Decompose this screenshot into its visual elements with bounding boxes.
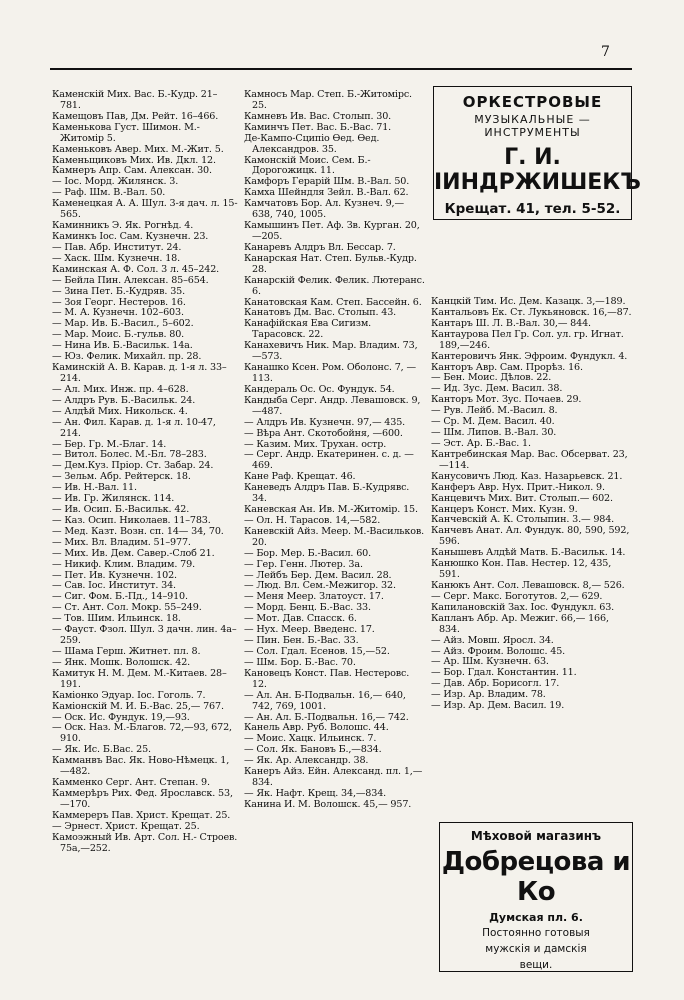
directory-entry: — Изр. Ар. Владим. 78. bbox=[431, 689, 546, 701]
directory-entry: Каневская Ан. Ив. М.-Житомір. 15. bbox=[244, 504, 418, 516]
directory-entry: Камонскій Моис. Сем. Б.-Дорогожицк. 11. bbox=[244, 154, 371, 177]
directory-entry: — Нина Ив. Б.-Васильк. 14а. bbox=[52, 340, 193, 352]
directory-entry: Канина И. М. Волошск. 45,— 957. bbox=[244, 798, 412, 810]
directory-entry: — Меня Меер. Златоуст. 17. bbox=[244, 591, 384, 603]
directory-entry: — Мот. Дав. Спасск. 6. bbox=[244, 613, 357, 625]
directory-entry: — Фауст. Фзол. Шул. 3 дачн. лин. 4а–259. bbox=[52, 624, 237, 647]
directory-entry: Канусовичъ Люд. Каз. Назарьевск. 21. bbox=[431, 470, 623, 482]
column-3 bbox=[431, 297, 632, 712]
directory-entry: — Сиг. Фом. Б.-Пд., 14–910. bbox=[52, 591, 188, 603]
directory-entry: — Дав. Абр. Борисогл. 17. bbox=[431, 678, 560, 690]
directory-entry: — Зоя Георг. Нестеров. 16. bbox=[52, 296, 186, 308]
directory-entry: Канюкъ Ант. Сол. Левашовск. 8,— 526. bbox=[431, 579, 625, 591]
directory-entry: Канцкій Тим. Ис. Дем. Казацк. 3,—189. bbox=[431, 296, 626, 307]
ad2-line2: Добрецова и Ко bbox=[441, 847, 631, 907]
ad2-line3: Думская пл. 6. bbox=[489, 911, 583, 924]
directory-entry: — Мед. Казт. Возн. сп. 14— 34, 70. bbox=[52, 525, 224, 537]
directory-entry: — Лейбъ Бер. Дем. Васил. 28. bbox=[244, 569, 392, 581]
directory-entry: — Бор. Мер. Б.-Васил. 60. bbox=[244, 547, 372, 559]
directory-entry: — Пет. Ив. Кузнечн. 102. bbox=[52, 569, 177, 581]
directory-entry: Камфоръ Герарій Шм. В.-Вал. 50. bbox=[244, 176, 410, 188]
directory-entry: — Ал. Ан. Б-Подвальн. 16,— 640, 742, 769, 1001. bbox=[244, 689, 406, 712]
directory-entry: Каменскій Мих. Вас. Б.-Кудр. 21–781. bbox=[52, 89, 218, 111]
directory-entry: — Серг. Макс. Боготутов. 2,— 629. bbox=[431, 590, 603, 602]
directory-entry: — Хаск. Шм. Кузнечн. 18. bbox=[52, 252, 181, 264]
directory-entry: Канцеръ Конст. Мих. Кузн. 9. bbox=[431, 503, 578, 515]
directory-entry: — Казим. Мих. Трухан. остр. bbox=[244, 438, 387, 450]
directory-entry: Кандераль Ос. Ос. Фундук. 54. bbox=[244, 383, 395, 395]
directory-entry: Канеръ Айз. Ейн. Александ. пл. 1,—834. bbox=[244, 766, 423, 789]
directory-entry: Каменьковъ Авер. Мих. М.-Жит. 5. bbox=[52, 143, 224, 155]
header-rule bbox=[50, 68, 632, 70]
directory-entry: Канель Авр. Руб. Волошс. 44. bbox=[244, 722, 389, 734]
directory-entry: Каневедъ Алдръ Пав. Б.-Кудрявс. 34. bbox=[244, 482, 410, 505]
directory-entry: — Гер. Генн. Лютер. 3а. bbox=[244, 558, 363, 570]
directory-entry: Камнеръ Апр. Сам. Алексан. 30. bbox=[52, 165, 212, 177]
directory-entry: Канарскій Фелик. Фелик. Лютеранс. 6. bbox=[244, 274, 425, 297]
directory-entry: Кантаръ Ш. Л. В.-Вал. 30,— 844. bbox=[431, 317, 591, 329]
directory-entry: — Мар. Ив. Б.-Васил., 5–602. bbox=[52, 318, 194, 330]
directory-entry: — Сол. Як. Бановъ Б.,—834. bbox=[244, 744, 382, 756]
directory-entry: — Раф. Шм. В.-Вал. 50. bbox=[52, 187, 166, 199]
directory-entry: — Изр. Ар. Дем. Васил. 19. bbox=[431, 700, 565, 712]
directory-entry: — Никиф. Клим. Владим. 79. bbox=[52, 558, 195, 570]
directory-entry: Камносъ Мар. Степ. Б.-Житомірс. 25. bbox=[244, 89, 412, 111]
directory-entry: — Бейла Пин. Алексан. 85–654. bbox=[52, 274, 209, 286]
directory-entry: Камха Шейндля Зейл. В.-Вал. 62. bbox=[244, 187, 409, 199]
ad1-line2: МУЗЫКАЛЬНЫЕ — ИНСТРУМЕНТЫ bbox=[474, 113, 591, 139]
directory-entry: — Мар. Моис. Б.-гульв. 80. bbox=[52, 329, 185, 341]
directory-entry: — Алдръ Рув. Б.-Васильк. 24. bbox=[52, 394, 196, 406]
directory-entry: — Мих. Вл. Владим. 51–977. bbox=[52, 536, 191, 548]
directory-entry: Камневъ Ив. Вас. Столып. 30. bbox=[244, 110, 392, 122]
directory-entry: Камоэжный Ив. Арт. Сол. Н.- Строев. 75а,—252. bbox=[52, 831, 238, 854]
directory-entry: Каминкъ Іос. Сам. Кузнечн. 23. bbox=[52, 230, 209, 242]
directory-entry: Камiонко Эдуар. Іос. Гоголь. 7. bbox=[52, 689, 206, 701]
directory-entry: Канчевъ Анат. Ал. Фундук. 80, 590, 592, 596. bbox=[431, 525, 630, 548]
directory-entry: Канафійская Ева Сигизм. Тарасовск. 22. bbox=[244, 318, 372, 341]
directory-entry: — Пин. Бен. Б.-Вас. 33. bbox=[244, 635, 359, 647]
directory-entry: — Пав. Абр. Институт. 24. bbox=[52, 241, 182, 253]
page-number: 7 bbox=[601, 44, 610, 60]
directory-entry: Кантальовъ Ек. Ст. Лукьяновск. 16,—87. bbox=[431, 306, 632, 318]
directory-entry: — Сав. Іос. Институт. 34. bbox=[52, 580, 176, 592]
directory-entry: Каммерѣръ Рих. Фед. Ярославск. 53,—170. bbox=[52, 788, 233, 810]
directory-entry: — Алдръ Ив. Кузнечн. 97,— 435. bbox=[244, 416, 406, 428]
directory-entry: — Серг. Андр. Екатеринен. с. д. —469. bbox=[244, 449, 414, 472]
directory-entry: — Дем.Куз. Пріор. Ст. Забар. 24. bbox=[52, 460, 214, 472]
directory-entry: — Ал. Мих. Инж. пр. 4–628. bbox=[52, 383, 189, 395]
directory-entry: Канферъ Авр. Нух. Прит.-Никол. 9. bbox=[431, 481, 605, 493]
directory-entry: — М. А. Кузнечн. 102–603. bbox=[52, 307, 184, 319]
directory-entry: — Ар. Шм. Кузнечн. 63. bbox=[431, 656, 549, 668]
directory-entry: Каневскій Айз. Меер. М.-Васильков. 20. bbox=[244, 525, 425, 548]
directory-entry: — Як. Нафт. Крещ. 34,—834. bbox=[244, 788, 387, 799]
directory-entry: Канатовская Кам. Степ. Бассейн. 6. bbox=[244, 296, 422, 308]
directory-entry: Каминскій А. В. Карав. д. 1-я л. 33–214. bbox=[52, 362, 227, 384]
directory-entry: — Каз. Осип. Николаев. 11–783. bbox=[52, 514, 211, 526]
directory-entry: Камменко Серг. Ант. Степан. 9. bbox=[52, 777, 210, 789]
directory-entry: — Моис. Хацк. Ильинск. 7. bbox=[244, 733, 377, 745]
directory-entry: Камiонскій М. И. Б.-Вас. 25,— 767. bbox=[52, 700, 224, 712]
directory-entry: — Шм. Бор. Б.-Вас. 70. bbox=[244, 656, 356, 668]
directory-entry: Канарская Нат. Степ. Бульв.-Кудр. 28. bbox=[244, 252, 417, 275]
ad2-line5: мужскія и дамскія bbox=[485, 943, 587, 955]
directory-entry: — Вѣра Ант. Скотобойня, —600. bbox=[244, 427, 403, 439]
directory-entry: Каминникъ Э. Як. Рогнѣд. 4. bbox=[52, 220, 194, 232]
advertisement-fur-shop bbox=[439, 822, 633, 972]
directory-entry: — Эст. Ар. Б.-Вас. 1. bbox=[431, 437, 531, 449]
directory-entry: Кантеровичъ Янк. Эфроим. Фундукл. 4. bbox=[431, 350, 628, 362]
directory-entry: — Ан. Ал. Б.-Подвальн. 16,— 742. bbox=[244, 711, 409, 723]
directory-entry: Канторъ Мот. Зус. Почаев. 29. bbox=[431, 394, 582, 406]
directory-entry: Канаревъ Алдръ Вл. Бессар. 7. bbox=[244, 241, 396, 253]
directory-entry: — Ст. Ант. Сол. Мокр. 55–249. bbox=[52, 602, 202, 614]
directory-entry: — Эрнест. Христ. Крещат. 25. bbox=[52, 820, 200, 832]
directory-entry: — Оск. Наз. М.-Благов. 72,—93, 672, 910. bbox=[52, 722, 232, 745]
directory-entry: Канцевичъ Мих. Вит. Столып.— 602. bbox=[431, 492, 613, 504]
directory-entry: — Айз. Фроим. Волошс. 45. bbox=[431, 645, 566, 657]
directory-entry: Кантребинская Мар. Вас. Обсерват. 23,—114. bbox=[431, 448, 628, 471]
directory-entry: Каминчъ Пет. Вас. Б.-Вас. 71. bbox=[244, 121, 392, 133]
directory-entry: — Айз. Мовш. Яросл. 34. bbox=[431, 634, 554, 646]
column-2 bbox=[244, 90, 426, 811]
directory-entry: — Рув. Лейб. М.-Васил. 8. bbox=[431, 405, 558, 417]
directory-entry: — Як. Ар. Александр. 38. bbox=[244, 755, 369, 767]
directory-entry: — Бен. Моис. Дѣлов. 22. bbox=[431, 372, 552, 384]
directory-entry: Каменецкая А. А. Шул. 3-я дач. л. 15-565. bbox=[52, 198, 238, 221]
directory-entry: — Бер. Гр. М.-Благ. 14. bbox=[52, 438, 167, 450]
directory-entry: Кановецъ Конст. Пав. Нестеровс. 12. bbox=[244, 667, 410, 690]
directory-entry: — Шм. Липов. В.-Вал. 30. bbox=[431, 427, 557, 439]
advertisement-orchestral-instruments bbox=[433, 86, 641, 220]
ad1-line4: Крещат. 41, тел. 5-52. bbox=[444, 201, 621, 217]
directory-entry: — Як. Ис. Б.Вас. 25. bbox=[52, 744, 151, 756]
directory-entry: Канчевскій А. К. Столыпин. 3.— 984. bbox=[431, 514, 615, 526]
directory-entry: — Ив. Осип. Б.-Васильк. 42. bbox=[52, 504, 190, 516]
directory-entry: Де-Кампо-Сципіо Ѳед. Ѳед. Александров. 35. bbox=[244, 132, 380, 155]
directory-entry: — Нух. Меер. Введенс. 17. bbox=[244, 624, 375, 636]
directory-entry: — Юз. Фелик. Михайл. пр. 28. bbox=[52, 351, 202, 363]
directory-entry: Капланъ Абр. Ар. Межиг. 66,— 166, 834. bbox=[431, 612, 609, 635]
directory-entry: — Зельм. Абр. Рейтерск. 18. bbox=[52, 471, 191, 483]
directory-entry: — Ср. М. Дем. Васил. 40. bbox=[431, 416, 555, 428]
directory-entry: Канюшко Кон. Пав. Нестер. 12, 435, 591. bbox=[431, 558, 612, 581]
directory-entry: Каменьщиковъ Мих. Ив. Дкл. 12. bbox=[52, 154, 216, 166]
directory-entry: — Ив. Н.-Вал. 11. bbox=[52, 482, 137, 494]
directory-entry: — Ив. Гр. Жилянск. 114. bbox=[52, 493, 175, 505]
directory-entry: — Ан. Фил. Карав. д. 1-я л. 10-47, 214. bbox=[52, 416, 216, 439]
ad2-line6: вещи. bbox=[519, 959, 553, 971]
directory-entry: Капилановскій Зах. Іос. Фундукл. 63. bbox=[431, 601, 615, 613]
ad1-line3: Г. И. ІИНДРЖИШЕКЪ bbox=[434, 145, 641, 195]
directory-entry: — Тов. Шим. Ильинск. 18. bbox=[52, 613, 181, 625]
directory-entry: Кане Раф. Крещат. 46. bbox=[244, 471, 356, 483]
directory-entry: — Сол. Гдал. Есенов. 15,—52. bbox=[244, 646, 390, 658]
directory-entry: Канахевичъ Ник. Мар. Владим. 73,—573. bbox=[244, 340, 418, 363]
directory-entry: — Ид. Зус. Дем. Васил. 38. bbox=[431, 383, 563, 395]
directory-entry: — Янк. Мошк. Волошск. 42. bbox=[52, 656, 191, 668]
directory-entry: — Бор. Гдал. Константин. 11. bbox=[431, 667, 577, 679]
directory-entry: — Мих. Ив. Дем. Савер.-Слоб 21. bbox=[52, 547, 215, 559]
directory-entry: — Іос. Морд. Жилянск. 3. bbox=[52, 176, 179, 188]
directory-entry: — Морд. Бенц. Б.-Вас. 33. bbox=[244, 602, 371, 614]
directory-entry: Каменькова Густ. Шимон. М.- Житомір 5. bbox=[52, 121, 200, 144]
directory-entry: Канышевъ Алдѣй Матв. Б.-Васильк. 14. bbox=[431, 547, 626, 559]
directory-entry: — Алдѣй Мих. Никольск. 4. bbox=[52, 405, 188, 417]
directory-entry: Кандыба Серг. Андр. Левашовск. 9,—487. bbox=[244, 394, 421, 417]
column-1 bbox=[52, 90, 238, 855]
directory-entry: Канторъ Авр. Сам. Прорѣз. 16. bbox=[431, 361, 583, 373]
directory-entry: Камещoвъ Пав, Дм. Рейт. 16–466. bbox=[52, 110, 219, 122]
directory-entry: Камчатовъ Бор. Ал. Кузнеч. 9,— 638, 740, 1005. bbox=[244, 198, 404, 221]
directory-entry: Камманвъ Вас. Як. Ново-Нѣмецк. 1,—482. bbox=[52, 755, 230, 778]
ad2-line1: Мѣховой магазинъ bbox=[470, 829, 602, 843]
ad1-line1: ОРКЕСТРОВЫЕ bbox=[462, 93, 603, 111]
directory-entry: — Люд. Вл. Сем.-Межигор. 32. bbox=[244, 580, 396, 592]
directory-entry: Камышинъ Пет. Аф. Зв. Курган. 20,—205. bbox=[244, 220, 420, 242]
directory-entry: Канатовъ Дм. Вас. Столып. 43. bbox=[244, 307, 397, 319]
directory-entry: Кантаурова Пел Гр. Сол. ул. гр. Игнат. 189,—246. bbox=[431, 328, 624, 351]
directory-entry: Канашко Ксен. Ром. Оболонс. 7, —113. bbox=[244, 362, 416, 384]
directory-entry: — Шама Герш. Житнет. пл. 8. bbox=[52, 646, 201, 658]
directory-entry: Каммереръ Пав. Христ. Крещат. 25. bbox=[52, 809, 231, 821]
directory-entry: — Зина Пет. Б.-Кудряв. 35. bbox=[52, 285, 185, 297]
directory-entry: — Оск. Ис. Фундук. 19,—93. bbox=[52, 711, 190, 723]
directory-entry: — Ол. Н. Тарасов. 14,—582. bbox=[244, 514, 381, 526]
directory-entry: — Витол. Болес. М.-Бл. 78–283. bbox=[52, 449, 207, 461]
directory-entry: Камитук Н. М. Дем. М.-Китаев. 28–191. bbox=[52, 667, 227, 690]
ad2-line4: Постоянно готовыя bbox=[482, 927, 590, 939]
directory-entry: Каминская А. Ф. Сол. 3 л. 45–242. bbox=[52, 263, 220, 275]
